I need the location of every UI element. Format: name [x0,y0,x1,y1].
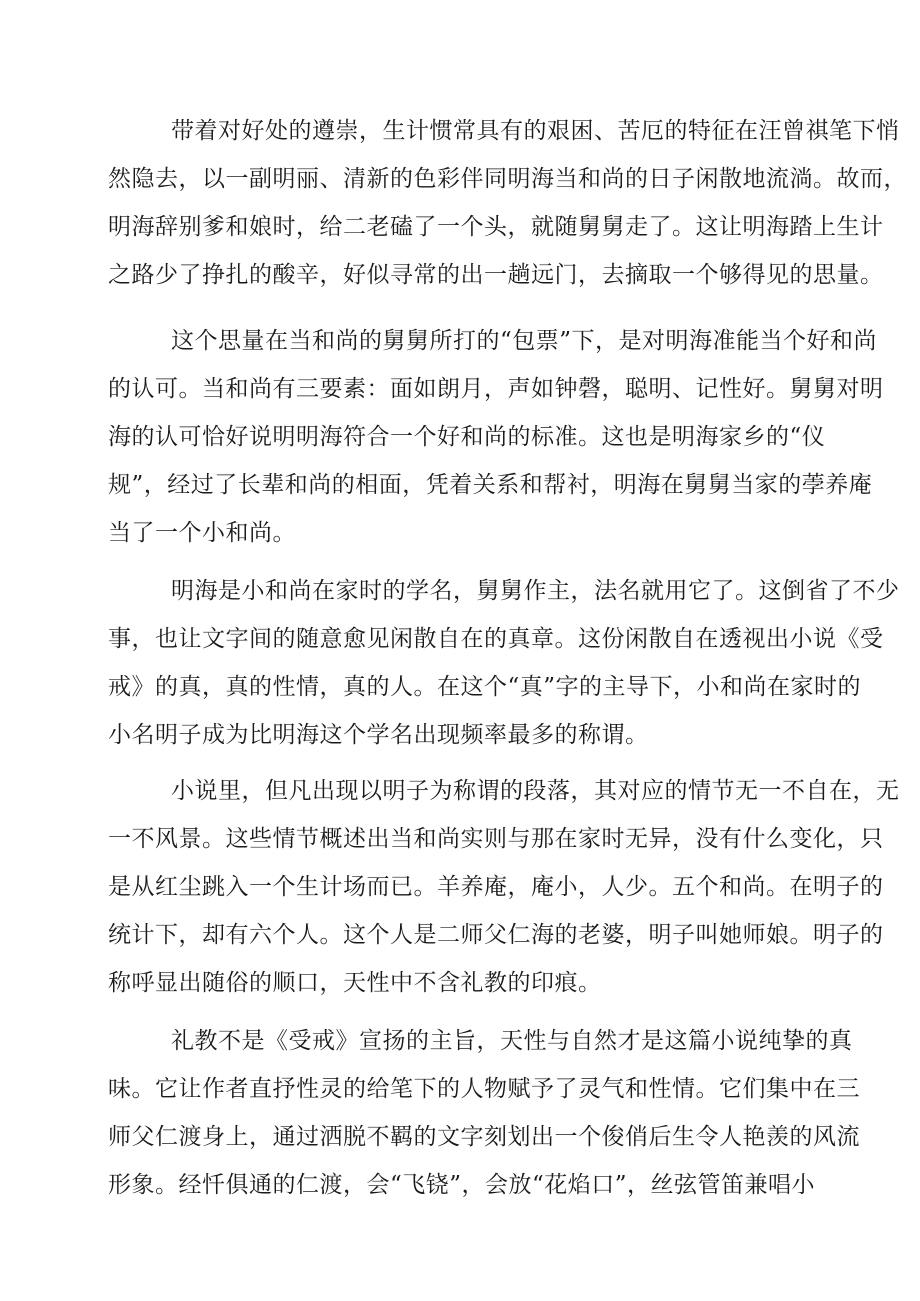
paragraph-line: 小说里，但凡出现以明子为称谓的段落，其对应的情节无一不自在，无 [171,778,900,804]
paragraph-line: 小名明子成为比明海这个学名出现频率最多的称谓。 [108,722,649,748]
paragraph-line: 事，也让文字间的随意愈见闲散自在的真章。这份闲散自在透视出小说《受 [108,626,884,652]
paragraph-1 [108,107,907,299]
paragraph-line: 是从红尘跳入一个生计场而已。羊养庵，庵小，人少。五个和尚。在明子的 [108,874,884,900]
paragraph-line: 味。它让作者直抒性灵的给笔下的人物赋予了灵气和性情。它们集中在三 [108,1076,860,1102]
paragraph-line: 明海是小和尚在家时的学名，舅舅作主，法名就用它了。这倒省了不少 [171,578,900,604]
paragraph-line: 规”，经过了长辈和尚的相面，凭着关系和帮衬，明海在舅舅当家的荸养庵 [108,472,873,498]
paragraph-line: 然隐去，以一副明丽、清新的色彩伴同明海当和尚的日子闲散地流淌。故而， [108,166,907,192]
paragraph-line: 称呼显出随俗的顺口，天性中不含礼教的印痕。 [108,970,602,996]
paragraph-line: 师父仁渡身上，通过洒脱不羁的文字刻划出一个俊俏后生令人艳羡的风流 [108,1124,860,1150]
paragraph-line: 一不风景。这些情节概述出当和尚实则与那在家时无异，没有什么变化，只 [108,826,884,852]
paragraph-line: 戒》的真，真的性情，真的人。在这个“真”字的主导下，小和尚在家时的 [108,674,862,700]
paragraph-line: 当了一个小和尚。 [108,520,296,546]
paragraph-line: 统计下，却有六个人。这个人是二师父仁海的老婆，明子叫她师娘。明子的 [108,922,884,948]
paragraph-3 [108,567,900,759]
paragraph-5 [108,1017,860,1209]
paragraph-line: 形象。经忏俱通的仁渡，会“飞铙”，会放“花焰口”，丝弦管笛兼唱小 [108,1172,816,1198]
paragraph-line: 礼教不是《受戒》宣扬的主旨，天性与自然才是这篇小说纯挚的真 [171,1028,853,1054]
paragraph-line: 明海辞别爹和娘时，给二老磕了一个头，就随舅舅走了。这让明海踏上生计 [108,214,884,240]
paragraph-line: 带着对好处的遵崇，生计惯常具有的艰困、苦厄的特征在汪曾祺笔下悄 [171,118,900,144]
paragraph-2 [108,317,884,557]
paragraph-4 [108,767,900,1007]
paragraph-line: 之路少了挣扎的酸辛，好似寻常的出一趟远门，去摘取一个够得见的思量。 [108,262,884,288]
paragraph-line: 的认可。当和尚有三要素：面如朗月，声如钟磬，聪明、记性好。舅舅对明 [108,376,884,402]
paragraph-line: 这个思量在当和尚的舅舅所打的“包票”下，是对明海准能当个好和尚 [171,328,878,354]
paragraph-line: 海的认可恰好说明明海符合一个好和尚的标准。这也是明海家乡的“仪 [108,424,826,450]
